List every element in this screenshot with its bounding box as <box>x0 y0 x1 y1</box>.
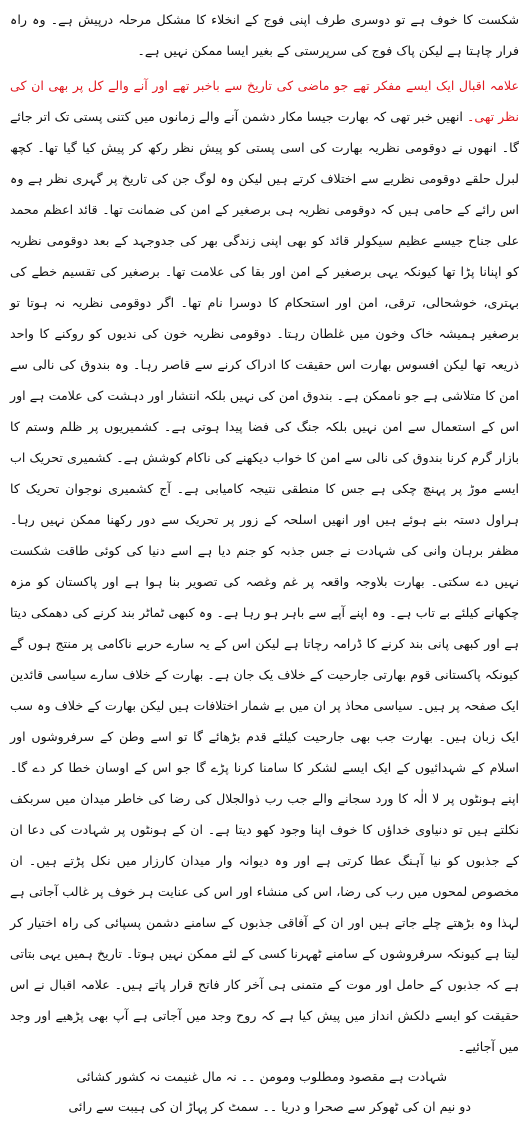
verse-line-2: دو نیم ان کی ٹھوکر سے صحرا و دریا ۔۔ سمٹ کر پہاڑ ان کی ہیبت سے رائی <box>68 1099 471 1114</box>
main-paragraph <box>10 70 519 1062</box>
highlighted-sentence: علامہ اقبال ایک ایسے مفکر تھے جو ماضی کی تاریخ سے باخبر تھے اور آنے والے کل پر بھی ان کی نظر تھی۔ <box>10 78 519 124</box>
verse-line-1: شہادت ہے مقصود ومطلوب ومومن ۔۔ نہ مال غنیمت نہ کشور کشائی <box>76 1069 447 1084</box>
main-paragraph-text: انھیں خبر تھی کہ بھارت جیسا مکار دشمن آنے والے زمانوں میں کتنی پستی تک اتر جائے گا۔ انھوں نے دوقومی نظریہ بھارت کی اسی پستی کو پیش نظر رکھ کر پیش کیا گیا تھا۔ کچھ لبرل حلقے دوقومی نظریے سے اختلاف کرتے ہیں لیکن وہ لوگ جن کی تاریخ پر گہری نظر ہے وہ اس رائے کے حامی ہیں کہ دوقومی نظریہ ہی برصغیر کے امن کی ضمانت تھا۔ قائد اعظم محمد علی جناح جیسے عظیم سیکولر قائد کو بھی اپنی زندگی بھر کی جدوجہد کے بعد دوقومی نظریہ کو اپنانا پڑا تھا کیونکہ یہی برصغیر کے امن اور بقا کی علامت تھا۔ برصغیر کی تقسیم خطے کی بہتری، خوشحالی، ترقی، امن اور استحکام کا دوسرا نام تھا۔ اگر دوقومی نظریہ نہ ہوتا تو برصغیر ہمیشہ خاک وخون میں غلطان رہتا۔ دوقومی نظریہ خون کی ندیوں کو روکنے کا واحد ذریعہ تھا لیکن افسوس بھارت اس حقیقت کا ادراک کرنے سے قاصر رہا۔ وہ بندوق کی نالی سے امن کا متلاشی ہے جو ناممکن ہے۔ بندوق امن کی نہیں بلکہ انتشار اور دہشت کی علامت ہے اور اس کے استعمال سے امن نہیں بلکہ جنگ کی فضا پیدا ہوتی ہے۔ کشمیریوں پر ظلم وستم کا بازار گرم کرنا بندوق کی نالی سے امن کا خواب دیکھنے کی ناکام کوشش ہے۔ کشمیری تحریک اب ایسے موڑ پر پہنچ چکی ہے جس کا منطقی نتیجہ کامیابی ہے۔ آج کشمیری نوجوان تحریک کا ہراول دستہ بنے ہوئے ہیں اور انھیں اسلحہ کے زور پر تحریک سے دور رکھنا ممکن نہیں رہا۔ مظفر برہان وانی کی شہادت نے جس جذبہ کو جنم دیا ہے اسے دنیا کی کوئی طاقت شکست نہیں دے سکتی۔ بھارت بلاوجہ واقعہ پر غم وغصہ کی تصویر بنا ہوا ہے اور پاکستان کو مزہ چکھانے کیلئے بے تاب ہے۔ وہ اپنے آپے سے باہر ہو رہا ہے۔ وہ کبھی ٹماٹر بند کرنے کی دھمکی دیتا ہے اور کبھی پانی بند کرنے کا ڈرامہ رچاتا ہے لیکن اس کے یہ سارے حربے ناکامی پر منتج ہوں گے کیونکہ پاکستانی قوم بھارتی جارحیت کے خلاف یک جان ہے۔ بھارت کے خلاف سارے سیاسی قائدین ایک صفحہ پر ہیں۔ سیاسی محاذ پر ان میں بے شمار اختلافات ہیں لیکن بھارت کے خلاف وہ سب ایک زبان ہیں۔ بھارت جب بھی جارحیت کیلئے قدم بڑھائے گا تو اسے وطن کے سرفروشوں اور اسلام کے شہدائیوں کے ایک ایسے لشکر کا سامنا کرنا پڑے گا جو اس کے اوسان خطا کر دے گا۔ اپنے ہونٹوں پر لا الٰہ کا ورد سجانے والے جب رب ذوالجلال کی رضا کی خاطر میدان میں سربکف نکلتے ہیں تو دنیاوی خداؤں کا خوف اپنا وجود کھو دیتا ہے۔ ان کے ہونٹوں پر شہادت کی دعا ان کے جذبوں کو نیا آہنگ عطا کرتی ہے اور وہ دیوانہ وار میدان کارزار میں نکل پڑتے ہیں۔ ان مخصوص لمحوں میں رب کی رضا، اس کی منشاء اور اس کی عنایت ہر خوف پر غالب آجاتی ہے لہذا وہ بڑھتے چلے جاتے ہیں اور ان کے آفاقی جذبوں کے سامنے دشمن پسپائی کی راہ اختیار کر لیتا ہے کیونکہ سرفروشوں کے سامنے ٹھہرنا کسی کے لئے ممکن نہیں ہوتا۔ تاریخ ہمیں یہی بتاتی ہے کہ جذبوں کے حامل اور موت کے متمنی ہی آخر کار فاتح قرار پاتے ہیں۔ علامہ اقبال نے اس حقیقت کو ایسے دلکش انداز میں پیش کیا ہے کہ روح وجد میں آجاتی ہے آپ بھی پڑھیے اور وجد میں آجائیے۔ <box>10 109 519 1054</box>
intro-paragraph: شکست کا خوف ہے تو دوسری طرف اپنی فوج کے انخلاء کا مشکل مرحلہ درپیش ہے۔ وہ راہ فرار چاہتا ہے لیکن پاک فوج کی سرپرستی کے بغیر ایسا ممکن نہیں ہے۔ <box>10 12 519 58</box>
